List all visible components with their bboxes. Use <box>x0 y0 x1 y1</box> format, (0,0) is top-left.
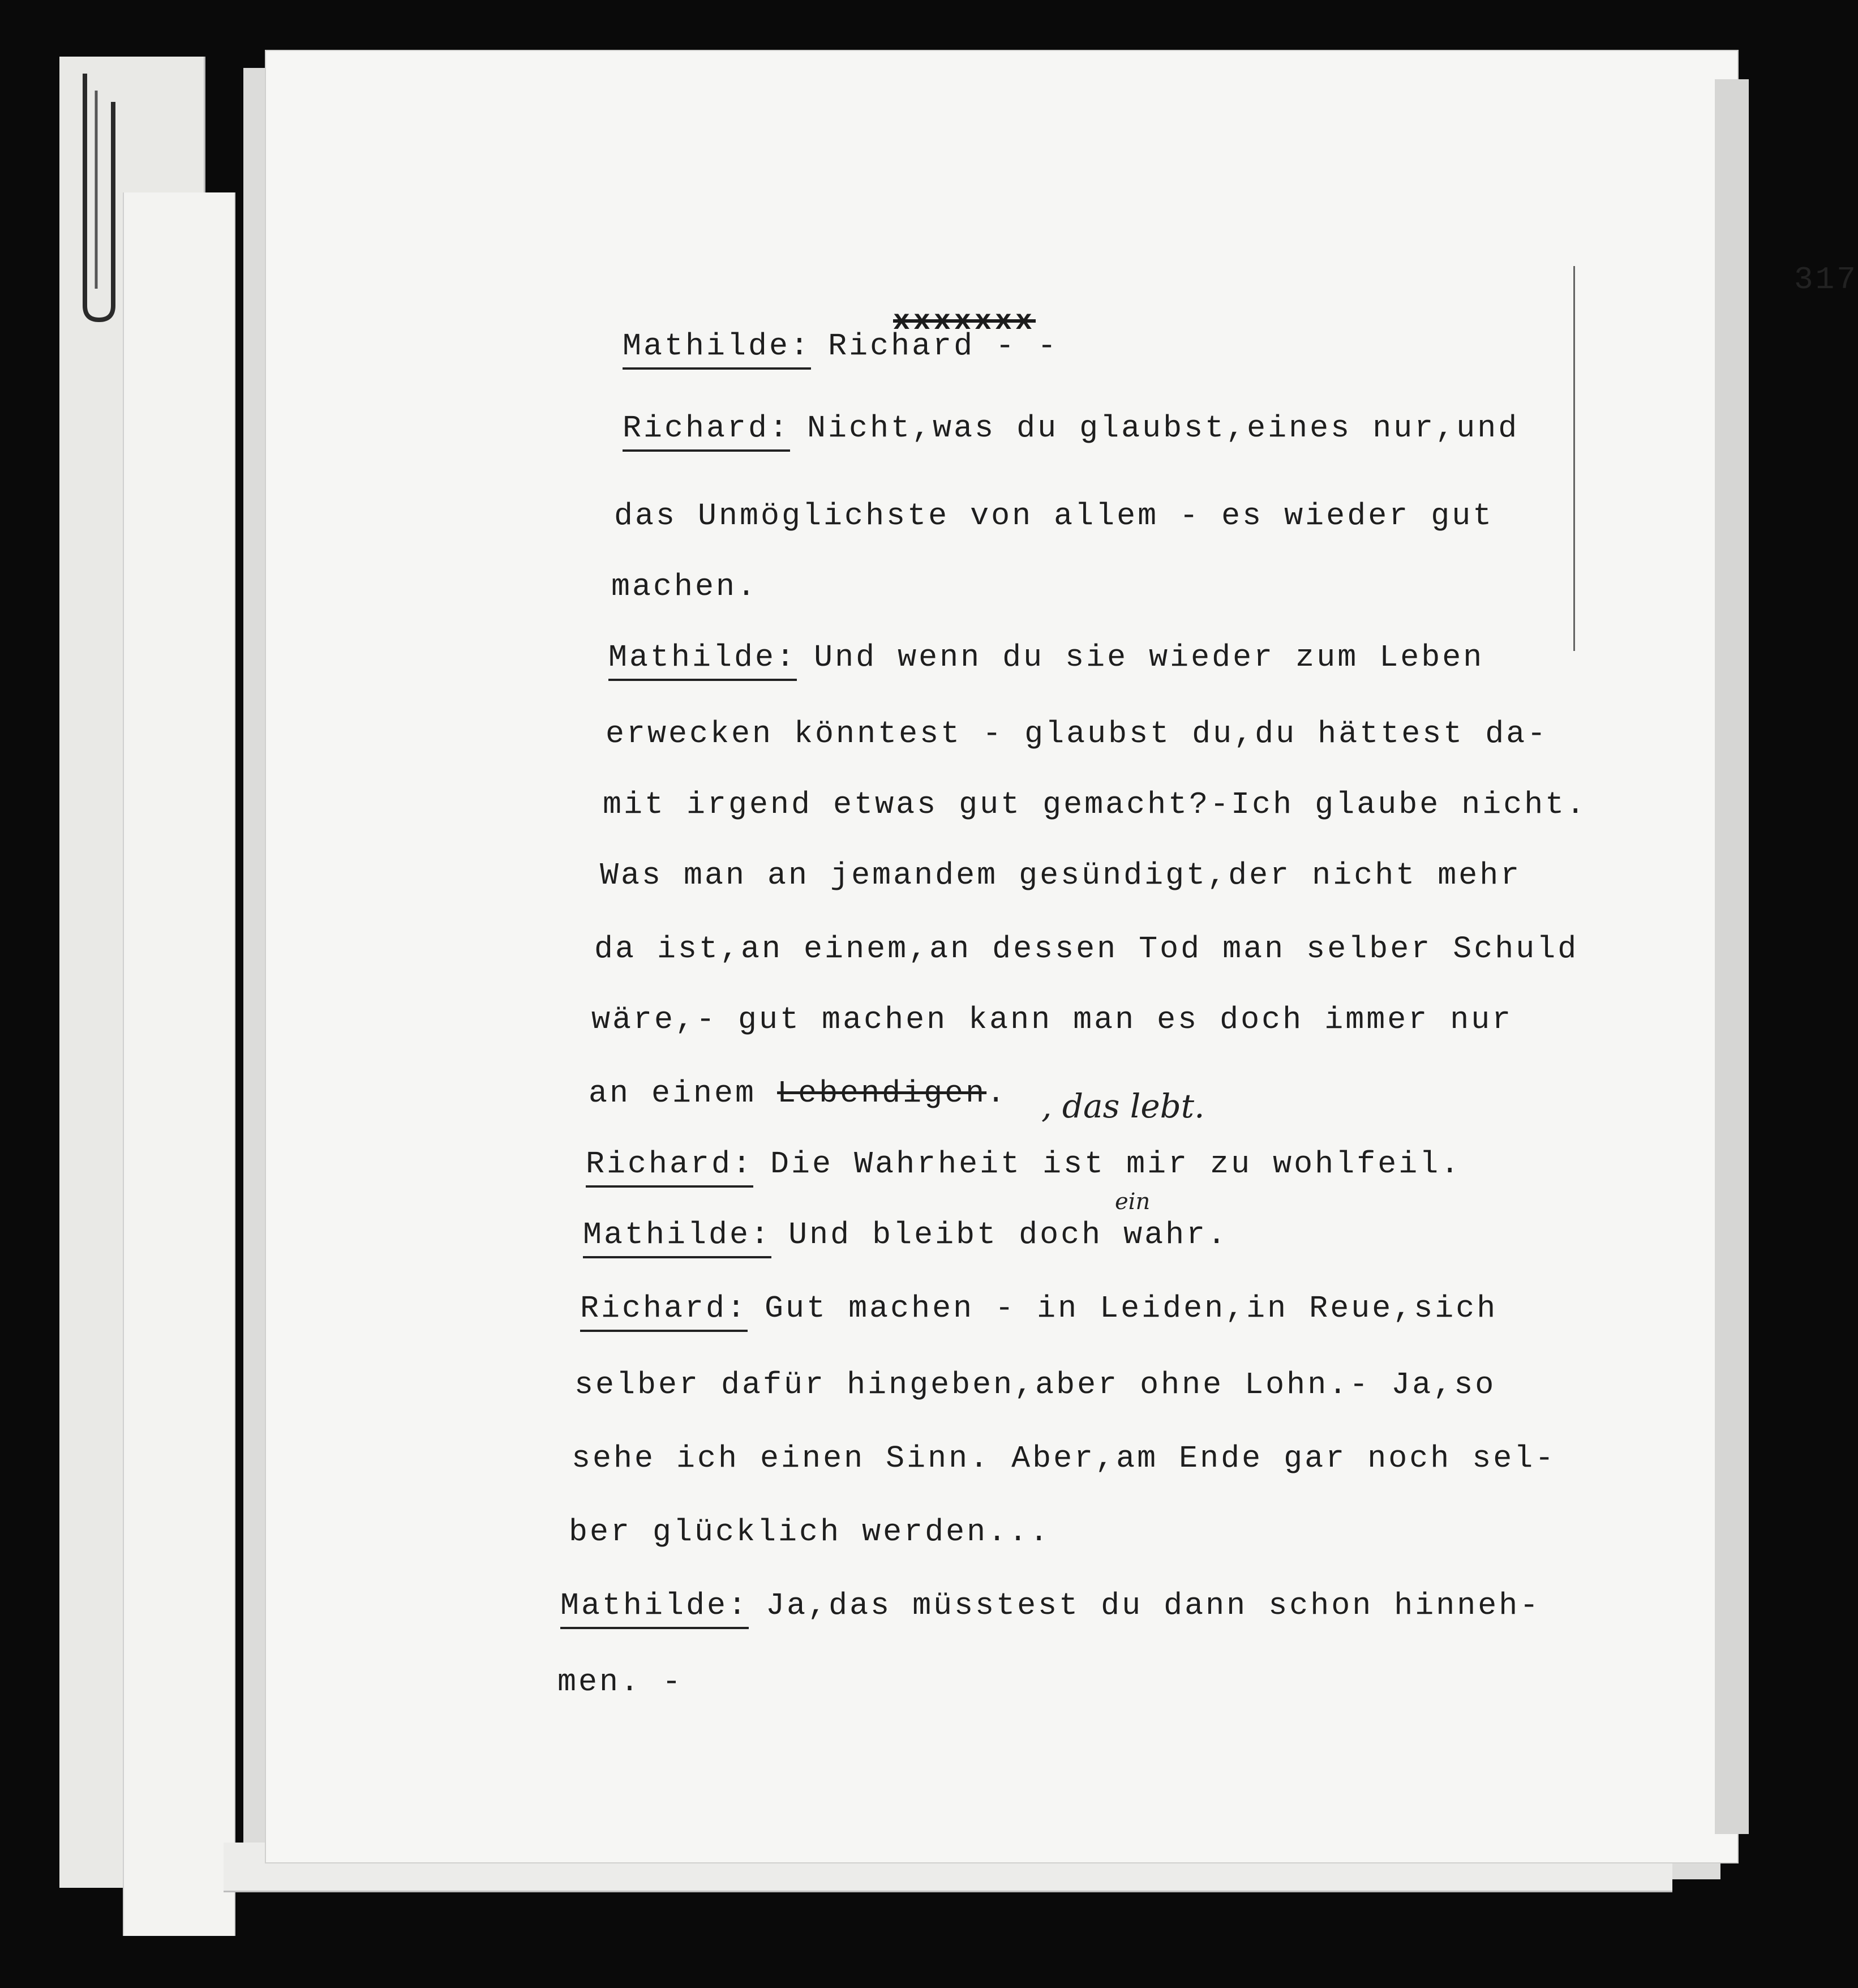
speaker-label: Mathilde: <box>608 640 797 681</box>
line-text: Und wenn du sie wieder zum Leben <box>814 640 1484 675</box>
line-text: machen. <box>611 569 758 605</box>
line-text: Ja,das müsstest du dann schon hinneh- <box>766 1588 1541 1623</box>
line-text: Die Wahrheit ist mir zu wohlfeil. <box>770 1146 1462 1182</box>
line-text: ber glücklich werden... <box>569 1514 1051 1550</box>
line-text: an einem <box>589 1076 757 1111</box>
script-line <box>603 787 1587 822</box>
script-line <box>557 1664 683 1700</box>
struck-word: Lebendigen <box>777 1076 987 1111</box>
script-line <box>574 1367 1496 1403</box>
script-line <box>623 410 1519 452</box>
script-line <box>606 716 1548 752</box>
line-text: wäre,- gut machen kann man es doch immer nur <box>591 1002 1513 1038</box>
typescript-page <box>266 51 1858 1862</box>
speaker-label: Mathilde: <box>583 1217 771 1258</box>
script-line <box>611 569 758 605</box>
script-line <box>560 1588 1541 1629</box>
page-number: 317 <box>1794 262 1858 298</box>
speaker-label: Richard: <box>623 410 790 452</box>
line-text: men. - <box>557 1664 684 1700</box>
script-line <box>594 931 1578 967</box>
script-line <box>608 640 1484 681</box>
script-line <box>600 858 1521 893</box>
line-text: sehe ich einen Sinn. Aber,am Ende gar noch sel- <box>572 1441 1556 1476</box>
speaker-label: Richard: <box>586 1146 753 1188</box>
line-text: mit irgend etwas gut gemacht?-Ich glaube nicht. <box>603 787 1587 822</box>
script-line <box>591 1002 1513 1038</box>
line-text: selber dafür hingeben,aber ohne Lohn.- Ja,so <box>574 1367 1496 1403</box>
script-line <box>572 1441 1556 1476</box>
handwritten-insertion: ein <box>1115 1189 1151 1215</box>
line-text: Gut machen - in Leiden,in Reue,sich <box>765 1291 1498 1326</box>
line-text: erwecken könntest - glaubst du,du hättest da- <box>606 716 1548 752</box>
speaker-label: Richard: <box>580 1291 748 1332</box>
line-text-end: . <box>986 1076 1008 1111</box>
speaker-label: Mathilde: <box>623 328 811 370</box>
pencil-line <box>1573 266 1575 651</box>
line-text: das Unmöglichste von allem - es wieder gut <box>614 498 1494 534</box>
speaker-label: Mathilde: <box>560 1588 749 1629</box>
struck-heading: xxxxxxx <box>893 306 1036 338</box>
line-text: Nicht,was du glaubst,eines nur,und <box>807 410 1520 446</box>
script-line <box>623 328 1058 370</box>
folder-back-sheet <box>59 57 205 1888</box>
script-line <box>583 1217 1228 1258</box>
line-text: Und bleibt doch wahr. <box>788 1217 1229 1253</box>
script-line <box>586 1146 1461 1188</box>
line-text: Richard - - <box>828 328 1059 364</box>
paper-clip-icon <box>62 68 125 323</box>
script-line <box>580 1291 1497 1332</box>
folder-inner-sheet <box>123 192 235 1936</box>
script-line <box>589 1076 1007 1111</box>
script-line <box>614 498 1494 534</box>
handwritten-insertion: , das lebt. <box>1041 1087 1205 1125</box>
line-text: da ist,an einem,an dessen Tod man selber Schuld <box>594 931 1579 967</box>
line-text: Was man an jemandem gesündigt,der nicht mehr <box>600 858 1522 893</box>
script-line <box>569 1514 1050 1550</box>
